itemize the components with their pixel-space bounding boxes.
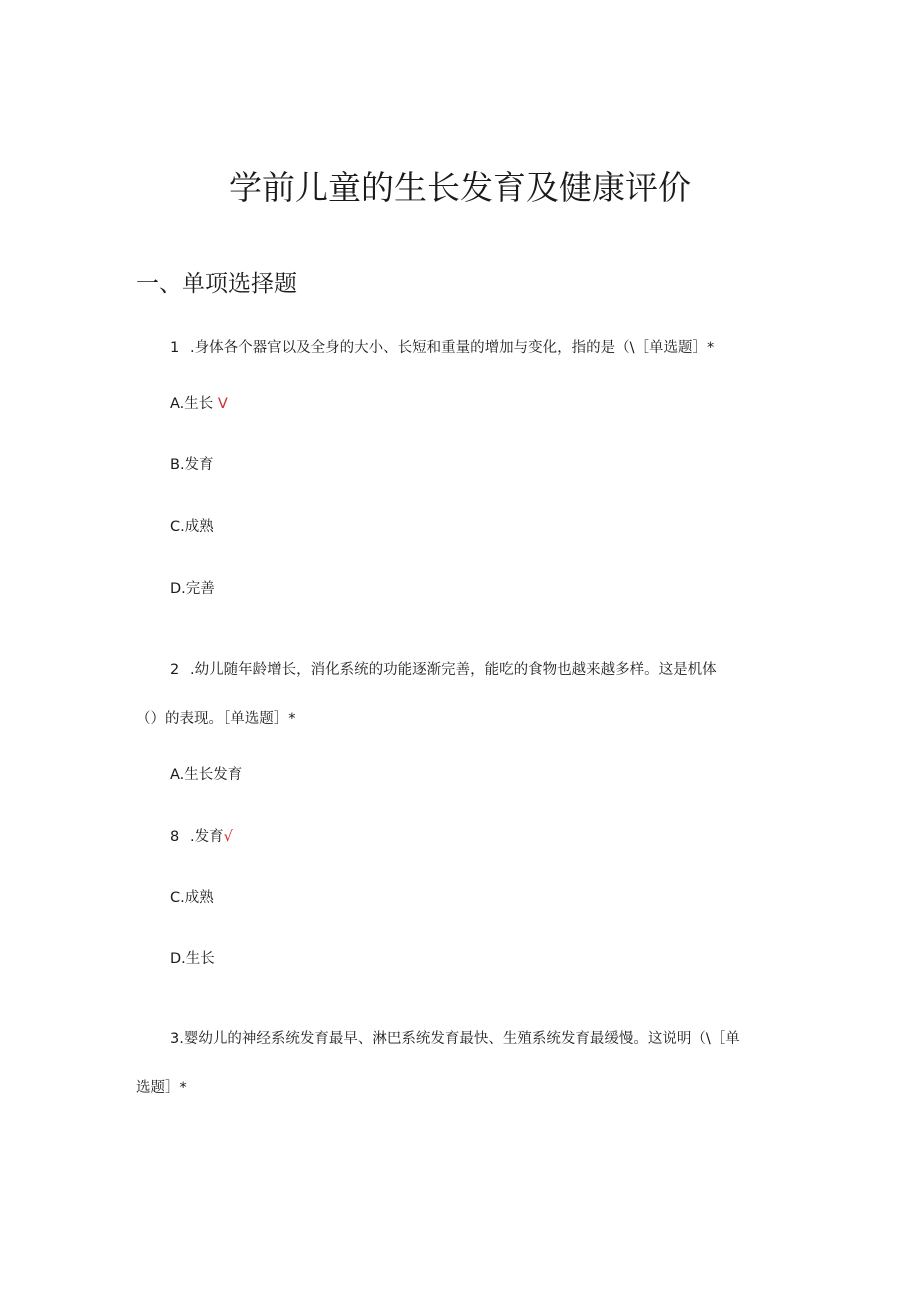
option-2a	[170, 764, 242, 786]
section-heading: 一、单项选择题	[136, 271, 297, 297]
option-1a	[170, 393, 228, 415]
answer-check-mark: V	[217, 396, 228, 412]
option-2d	[170, 948, 215, 970]
option-label: D.完善	[170, 581, 215, 597]
option-label: .发育	[190, 829, 224, 845]
question-number: 2	[170, 662, 180, 678]
option-label: B.发育	[170, 457, 214, 473]
option-label: C.成熟	[170, 890, 214, 906]
option-1b	[170, 454, 214, 476]
question-text: （）的表现。［单选题］*	[136, 711, 296, 727]
option-label: C.成熟	[170, 519, 214, 535]
option-1d	[170, 578, 215, 600]
option-2c	[170, 887, 214, 909]
question-text: .幼儿随年龄增长，消化系统的功能逐渐完善，能吃的食物也越来越多样。这是机体	[190, 662, 717, 678]
option-2b	[170, 826, 233, 848]
question-3-stem-line2	[136, 1077, 187, 1099]
question-text: .身体各个器官以及全身的大小、长短和重量的增加与变化，指的是（\［单选题］*	[190, 340, 715, 356]
question-2-stem-line2	[136, 708, 296, 730]
question-1-stem	[170, 337, 714, 359]
option-label: A.生长	[170, 396, 214, 412]
answer-check-mark: √	[223, 829, 233, 845]
option-number: 8	[170, 829, 180, 845]
option-label: D.生长	[170, 951, 215, 967]
question-text: 选题］*	[136, 1080, 187, 1096]
question-number: 1	[170, 340, 180, 356]
document-title: 学前儿童的生长发育及健康评价	[229, 168, 691, 207]
option-1c	[170, 516, 214, 538]
question-3-stem-line1	[170, 1028, 740, 1050]
question-text: 3.婴幼儿的神经系统发育最早、淋巴系统发育最快、生殖系统发育最缓慢。这说明（\［单	[170, 1031, 740, 1047]
question-2-stem-line1	[170, 659, 717, 681]
option-label: A.生长发育	[170, 767, 243, 783]
